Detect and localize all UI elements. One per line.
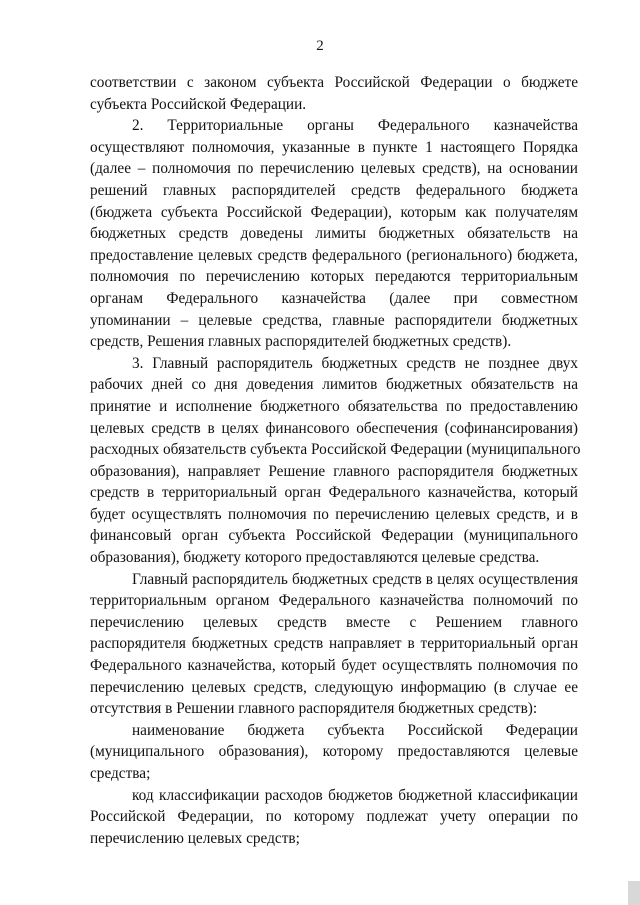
text-line: перечислению целевых средств, следующую информацию (в случае ее (90, 678, 578, 696)
text-line: Российской Федерации, по которому подлежат учету операции по (90, 808, 578, 826)
document-body (90, 72, 581, 849)
scan-edge-mark (628, 881, 640, 905)
text-line: образования), бюджету которого предоставляются целевые средства. (90, 549, 540, 567)
text-line: решений главных распорядителей средств федерального бюджета (90, 181, 578, 199)
paragraph-continuation (90, 72, 578, 115)
text-line: будет осуществлять полномочия по перечислению целевых средств, и в (90, 505, 578, 523)
text-line: отсутствия в Решении главного распорядителя бюджетных средств): (90, 700, 538, 718)
paragraph-list-item-classification-code (90, 785, 578, 850)
paragraph-item-3 (90, 353, 581, 569)
text-line: бюджетных средств доведены лимиты бюджетных обязательств на (90, 225, 578, 243)
text-line: предоставление целевых средств федерального (регионального) бюджета, (90, 246, 578, 264)
text-line: (далее – полномочия по перечислению целевых средств), на основании (90, 160, 578, 178)
text-line: (муниципального образования), которому предоставляются целевые (90, 743, 578, 761)
text-line: наименование бюджета субъекта Российской Федерации (132, 721, 578, 739)
text-line: средств в территориальный орган Федерального казначейства, который (90, 484, 578, 502)
text-line: код классификации расходов бюджетов бюджетной классификации (132, 786, 578, 804)
paragraph-list-item-budget-name (90, 720, 578, 785)
text-line: Федерального казначейства, который будет осуществлять полномочия по (90, 657, 578, 675)
text-line: средств, Решения главных распорядителей бюджетных средств). (90, 333, 512, 351)
text-line: полномочия по перечислению которых передаются территориальным (90, 268, 578, 286)
text-line: 2. Территориальные органы Федерального казначейства (132, 117, 578, 135)
text-line: рабочих дней со дня доведения лимитов бюджетных обязательств на (90, 376, 578, 394)
text-line: органам Федерального казначейства (далее при совместном (90, 289, 578, 307)
text-line: расходных обязательств субъекта Российской Федерации (муниципального (90, 441, 581, 459)
text-line: субъекта Российской Федерации. (90, 95, 307, 113)
text-line: упоминании – целевые средства, главные распорядители бюджетных (90, 311, 578, 329)
text-line: целевых средств в целях финансового обеспечения (софинансирования) (90, 419, 578, 437)
text-line: образования), направляет Решение главного распорядителя бюджетных (90, 462, 578, 480)
text-line: перечислению целевых средств вместе с Решением главного (90, 613, 578, 631)
text-line: осуществляют полномочия, указанные в пункте 1 настоящего Порядка (90, 138, 578, 156)
text-line: соответствии с законом субъекта Российской Федерации о бюджете (90, 74, 578, 91)
text-line: перечислению целевых средств; (90, 829, 300, 847)
text-line: (бюджета субъекта Российской Федерации), которым как получателям (90, 203, 578, 221)
text-line: 3. Главный распорядитель бюджетных средств не позднее двух (132, 354, 578, 372)
text-line: территориальным органом Федерального казначейства полномочий по (90, 592, 578, 610)
text-line: распорядителя бюджетных средств направляет в территориальный орган (90, 635, 578, 653)
paragraph-item-2 (90, 115, 578, 353)
text-line: средства; (90, 765, 151, 782)
text-line: принятие и исполнение бюджетного обязательства по предоставлению (90, 397, 578, 415)
page-number: 2 (316, 38, 324, 54)
text-line: финансовый орган субъекта Российской Федерации (муниципального (90, 527, 578, 545)
text-line: Главный распорядитель бюджетных средств в целях осуществления (132, 570, 578, 588)
paragraph-information-intro (90, 569, 578, 720)
